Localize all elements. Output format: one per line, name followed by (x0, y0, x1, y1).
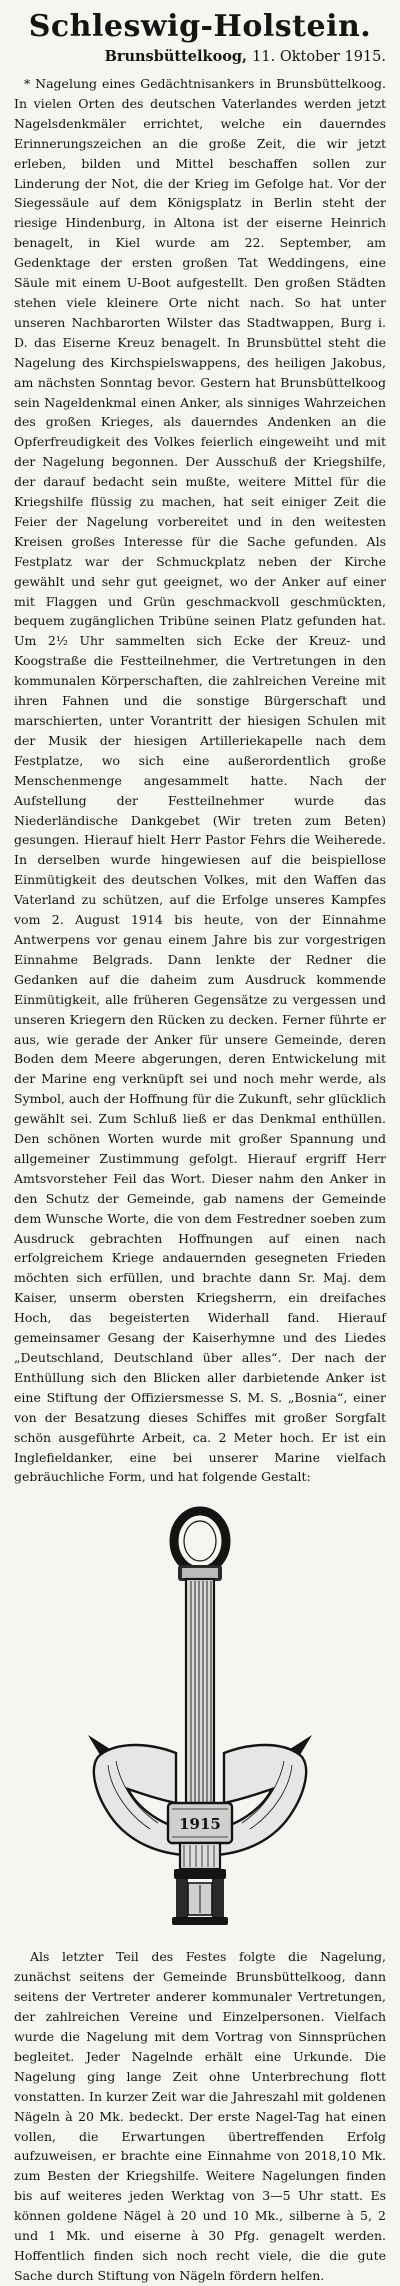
section-title: Schleswig-Holstein. (28, 9, 372, 44)
anchor-figure (14, 1503, 386, 1933)
dateline (14, 48, 386, 66)
dateline-place: Brunsbüttelkoog, (104, 48, 248, 65)
anchor-inscription: 1915 (179, 1815, 221, 1834)
article-paragraph-2: Als letzter Teil des Festes folgte die Nagelung, zunächst seitens der Gemeinde Brunsbüttelkoog, dann seitens der Vertreter anderer kommunaler Vertretungen, der zahlreichen Vereine und Einzelpersonen. Vielfach wurde die Nagelung mit dem Vortrag von Sinnsprüchen begleitet. Jeder Nagelnde erhält eine Urkunde. Die Nagelung ging lange Zeit ohne Unterbrechung flott vonstatten. In kurzer Zeit war die Jahreszahl mit goldenen Nägeln à 20 Mk. bedeckt. Der erste Nagel-Tag hat einen vollen, die Erwartungen übertreffenden Erfolg aufzuweisen, er brachte eine Einnahme von 2018,10 Mk. zum Besten der Kriegshilfe. Weitere Nagelungen finden bis auf weiteres jeden Werktag von 3—5 Uhr statt. Es können goldene Nägel à 20 und 10 Mk., silberne à 5, 2 und 1 Mk. und eiserne à 30 Pfg. genagelt werden. Hoffentlich finden sich noch recht viele, die die gute Sache durch Stiftung von Nägeln fördern helfen. (14, 1949, 386, 2283)
article-paragraph-1: * Nagelung eines Gedächtnisankers in Brunsbüttelkoog. In vielen Orten des deutschen Vaterlandes werden jetzt Nagelsdenkmäler errichtet, welche ein dauerndes Erinnerungszeichen an die große Zeit, die wir jetzt erleben, bilden und Mittel beschaffen sollen zur Linderung der Not, die der Krieg im Gefolge hat. Vor der Siegessäule auf dem Königsplatz in Berlin steht der riesige Hindenburg, in Altona ist der eiserne Heinrich benagelt, in Kiel wurde am 22. September, am Gedenktage der ersten großen Tat Weddingens, eine Säule mit einem U-Boot aufgestellt. Den großen Städten stehen viele kleinere Orte nicht nach. So hat unter unseren Nachbarorten Wilster das Stadtwappen, Burg i. D. das Eiserne Kreuz benagelt. In Brunsbüttel steht die Nagelung des Kirchspielswappens, des heiligen Jakobus, am nächsten Sonntag bevor. Gestern hat Brunsbüttelkoog sein Nageldenkmal einen Anker, als sinniges Wahrzeichen des großen Krieges, als dauerndes Andenken an die Opferfreudigkeit des Volkes feierlich eingeweiht und mit der Nagelung begonnen. Der Ausschuß der Kriegshilfe, der darauf bedacht sein mußte, weitere Mittel für die Kriegshilfe flüssig zu machen, hat seit einiger Zeit die Feier der Nagelung vorbereitet und in den weitesten Kreisen großes Interesse für die Sache gefunden. Als Festplatz war der Schmuckplatz neben der Kirche gewählt und sehr gut geeignet, wo der Anker auf einer mit Flaggen und Grün geschmackvoll geschmückten, bequem zugänglichen Tribüne seinen Platz gefunden hat. Um 2½ Uhr sammelten sich Ecke der Kreuz- und Koogstraße die Festteilnehmer, die Vertretungen in den kommunalen Körperschaften, die zahlreichen Vereine mit ihren Fahnen und die sonstige Bürgerschaft und marschierten, unter Vorantritt der hiesigen Schulen mit der Musik der hiesigen Artilleriekapelle nach dem Festplatze, wo sich eine außerordentlich große Menschenmenge angesammelt hatte. Nach der Aufstellung der Festteilnehmer wurde das Niederländische Dankgebet (Wir treten zum Beten) gesungen. Hierauf hielt Herr Pastor Fehrs die Weiherede. In derselben wurde hingewiesen auf die beispiellose Einmütigkeit des deutschen Volkes, mit den Waffen das Vaterland zu schützen, auf die Erfolge unseres Kampfes vom 2. August 1914 bis heute, von der Einnahme Antwerpens vor genau einem Jahre bis zur vorgestrigen Einnahme Belgrads. Dann lenkte der Redner die Gedanken auf die daheim zum Ausdruck kommende Einmütigkeit, alle früheren Gegensätze zu vergessen und unseren Kriegern den Rücken zu decken. Ferner führte er aus, wie gerade der Anker für unsere Gemeinde, deren Boden dem Meere abgerungen, deren Entwickelung mit der Marine eng verknüpft sei und noch mehr werde, als Symbol, auch der Hoffnung für die Zukunft, sehr glücklich gewählt sei. Zum Schluß ließ er das Denkmal enthüllen. Den schönen Worten wurde mit großer Spannung und allgemeiner Zustimmung gefolgt. Hierauf ergriff Herr Amtsvorsteher Feil das Wort. Dieser nahm den Anker in den Schutz der Gemeinde, gab namens der Gemeinde dem Wunsche Worte, die von dem Festredner soeben zum Ausdruck gebrachten Hoffnungen auf einen nach erfolgreichem Kriege andauernden gesegneten Frieden möchten sich erfüllen, und brachte dann Sr. Maj. dem Kaiser, unserm obersten Kriegsherrn, ein dreifaches Hoch, das begeisterten Widerhall fand. Hierauf gemeinsamer Gesang der Kaiserhymne und des Liedes „Deutschland, Deutschland über alles“. Der nach der Enthüllung sich den Blicken aller darbietende Anker ist eine Stiftung der Offiziersmesse S. M. S. „Bosnia“, einer von der Besatzung dieses Schiffes mit großer Sorgfalt schön ausgeführte Arbeit, ca. 2 Meter hoch. Er ist ein Inglefieldanker, eine bei unserer Marine vielfach gebräuchliche Form, und hat folgende Gestalt: (14, 76, 386, 1485)
inglefield-anchor-icon (80, 1503, 320, 1933)
dateline-date: 11. Oktober 1915. (252, 49, 386, 65)
